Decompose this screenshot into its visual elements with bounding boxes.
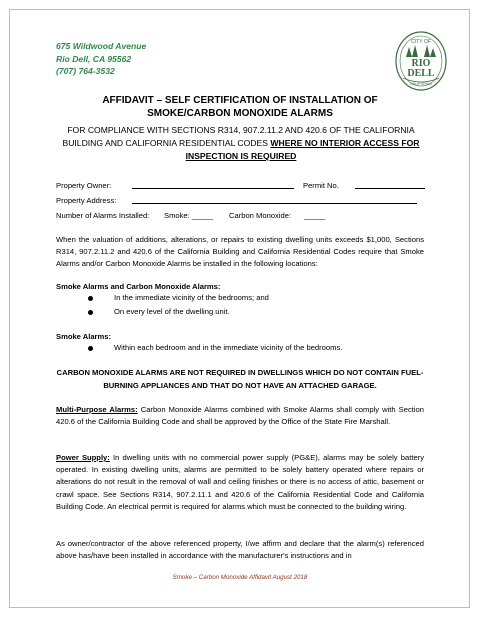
smoke-count-field[interactable]: Smoke: _____ xyxy=(164,211,213,220)
address-city: Rio Dell, CA 95562 xyxy=(56,53,132,64)
city-address-block xyxy=(56,40,146,78)
power-supply-text: In dwelling units with no commercial power supply (PG&E), alarms may be solely battery operated. In existing dwelling units, alarms are permitted to be solely battery operated where repairs or alterations do not result in the removal of wall and ceiling finishes or there is no access of attic, basement or crawl space. See Sections R314, 907.2.11.1 and 420.6 of the California Residential Code and California Building Code. An electrical permit is required for alarms which must be connected to the building wiring. xyxy=(56,453,424,511)
co-warning xyxy=(56,366,424,392)
section1-heading: Smoke Alarms and Carbon Monoxide Alarms: xyxy=(56,282,221,291)
warning-line2: BURNING APPLIANCES AND THAT DO NOT HAVE AN ATTACHED GARAGE. xyxy=(103,381,377,390)
property-address-label: Property Address: xyxy=(56,196,117,205)
logo-bottom-text: CALIFORNIA xyxy=(410,82,432,86)
bullet-icon xyxy=(88,310,93,315)
logo-name-line2: DELL xyxy=(407,68,435,79)
bullet-icon xyxy=(88,346,93,351)
logo-name-line1: RIO xyxy=(411,58,431,69)
section1-item-2: On every level of the dwelling unit. xyxy=(114,307,230,316)
title-line1: AFFIDAVIT – SELF CERTIFICATION OF INSTALLATION OF xyxy=(102,95,378,106)
document-subtitle xyxy=(56,124,426,163)
subtitle-line2-bold: WHERE NO INTERIOR ACCESS FOR xyxy=(270,138,420,148)
page-footer: Smoke – Carbon Monoxide Affidavit August 2018 xyxy=(172,574,308,581)
section2-item-1: Within each bedroom and in the immediate vicinity of the bedrooms. xyxy=(114,343,343,352)
permit-no-field[interactable] xyxy=(355,188,425,189)
property-address-field[interactable] xyxy=(132,203,417,204)
intro-paragraph: When the valuation of additions, alterations, or repairs to existing dwelling units exceeds $1,000, Sections R314, 907.2.11.2 and 420.6 of the California Building and California Residential Codes require that Smoke Alarms and/or Carbon Monoxide Alarms be installed in the following locations: xyxy=(56,235,424,269)
logo-top-text: CITY OF xyxy=(411,39,431,45)
property-owner-field[interactable] xyxy=(132,188,294,189)
city-logo xyxy=(394,30,448,92)
warning-line1: CARBON MONOXIDE ALARMS ARE NOT REQUIRED IN DWELLINGS WHICH DO NOT CONTAIN FUEL- xyxy=(56,368,424,377)
power-supply-label: Power Supply: xyxy=(56,453,110,462)
multi-purpose-label: Multi-Purpose Alarms: xyxy=(56,405,138,414)
subtitle-line3-bold: INSPECTION IS REQUIRED xyxy=(185,151,297,161)
title-line2: SMOKE/CARBON MONOXIDE ALARMS xyxy=(147,108,333,119)
multi-purpose-paragraph xyxy=(56,404,424,428)
document-title xyxy=(0,94,480,120)
address-phone: (707) 764-3532 xyxy=(56,66,115,76)
section1-item-1: In the immediate vicinity of the bedrooms; and xyxy=(114,293,269,302)
co-count-label: Carbon Monoxide: xyxy=(229,211,292,220)
power-supply-paragraph xyxy=(56,452,424,513)
bullet-icon xyxy=(88,296,93,301)
subtitle-line2-plain: BUILDING AND CALIFORNIA RESIDENTIAL CODES xyxy=(62,138,271,148)
multi-purpose-text: Carbon Monoxide Alarms combined with Smoke Alarms shall comply with Section 420.6 of the California Building Code and shall be approved by the Office of the State Fire Marshall. xyxy=(56,405,424,427)
subtitle-line1: FOR COMPLIANCE WITH SECTIONS R314, 907.2.11.2 AND 420.6 OF THE CALIFORNIA xyxy=(67,125,415,135)
alarms-installed-label: Number of Alarms Installed: xyxy=(56,211,150,220)
permit-no-label: Permit No. xyxy=(303,181,339,190)
section2-heading: Smoke Alarms: xyxy=(56,332,112,341)
co-count-field[interactable]: _____ xyxy=(304,211,326,220)
property-owner-label: Property Owner: xyxy=(56,181,112,190)
declaration-paragraph: As owner/contractor of the above referenced property, I/we affirm and declare that the alarm(s) referenced above has/have been installed in accordance with the manufacturer's instructions and in xyxy=(56,539,424,561)
address-street: 675 Wildwood Avenue xyxy=(56,41,147,51)
